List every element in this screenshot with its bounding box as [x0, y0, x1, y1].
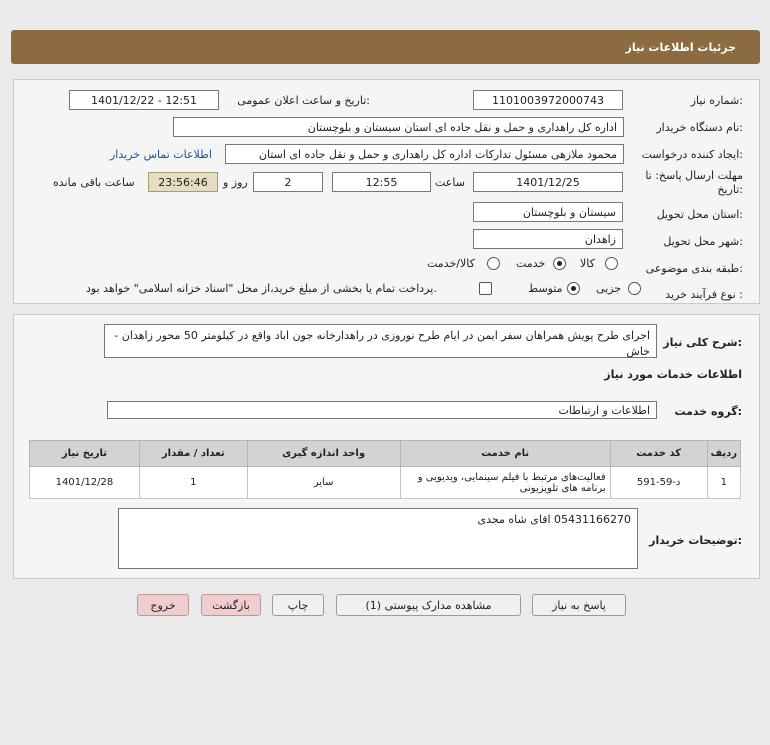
deadline-date-field: 1401/12/25 [473, 172, 623, 192]
days-field: 2 [253, 172, 323, 192]
print-button[interactable]: چاپ [272, 594, 324, 616]
reply-button[interactable]: پاسخ به نیاز [532, 594, 626, 616]
deadline-label-2: تاریخ: [717, 183, 743, 196]
col-date-header: تاریخ نیاز [30, 441, 140, 467]
col-code-header: کد خدمت [610, 441, 707, 467]
treasury-note: پرداخت تمام یا بخشی از مبلغ خرید،از محل "اسناد خزانه اسلامی" خواهد بود. [86, 282, 437, 295]
description-field: اجرای طرح پویش همراهان سفر ایمن در ایام طرح نوروزی در راهدارخانه جون اباد واقع در کیلومتر 50 محور زاهدان - خاش [104, 324, 657, 358]
delivery-province-label: استان محل تحویل: [656, 208, 743, 221]
days-label: روز و [223, 176, 248, 189]
cell-name: فعالیت‌های مرتبط با فیلم سینمایی، ویدیویی و برنامه های تلویزیونی [400, 467, 610, 499]
deadline-label-1: مهلت ارسال پاسخ: تا [645, 169, 743, 182]
requester-label: ایجاد کننده درخواست: [641, 148, 743, 161]
col-name-header: نام خدمت [400, 441, 610, 467]
buyer-notes-label: توضیحات خریدار: [649, 534, 742, 547]
category-label: طبقه بندی موضوعی: [645, 262, 743, 275]
service-group-label: گروه خدمت: [674, 405, 742, 418]
col-unit-header: واحد اندازه گیری [247, 441, 400, 467]
deadline-time-label: ساعت [435, 176, 465, 189]
process-option-medium: متوسط [528, 282, 563, 295]
table-row [30, 467, 741, 499]
buyer-notes-field: 05431166270 اقای شاه مجدی [118, 508, 638, 569]
cell-code: د-59-591 [610, 467, 707, 499]
category-option-service: خدمت [516, 257, 546, 270]
services-title: اطلاعات خدمات مورد نیاز [604, 368, 742, 381]
cell-unit: سایر [247, 467, 400, 499]
treasury-checkbox[interactable] [479, 282, 492, 295]
description-label: شرح کلی نیاز: [663, 336, 742, 349]
need-number-label: شماره نیاز: [690, 94, 743, 107]
delivery-city-field: زاهدان [473, 229, 623, 249]
announce-field: 1401/12/22 - 12:51 [69, 90, 219, 110]
col-row-header: ردیف [707, 441, 740, 467]
delivery-province-field: سیستان و بلوچستان [473, 202, 623, 222]
requester-field: محمود ملازهی مسئول تدارکات اداره کل راهداری و حمل و نقل جاده ای استان [225, 144, 624, 164]
services-table [29, 440, 741, 499]
service-group-field: اطلاعات و ارتباطات [107, 401, 657, 419]
remaining-timer: 23:56:46 [148, 172, 218, 192]
buyer-contact-link[interactable]: اطلاعات تماس خریدار [110, 148, 212, 161]
delivery-city-label: شهر محل تحویل: [663, 235, 743, 248]
announce-label: تاریخ و ساعت اعلان عمومی: [237, 94, 370, 107]
cell-row: 1 [707, 467, 740, 499]
process-radio-medium[interactable] [567, 282, 580, 295]
category-radio-goods-service[interactable] [487, 257, 500, 270]
cell-qty: 1 [139, 467, 247, 499]
category-option-goods-service: کالا/خدمت [427, 257, 475, 270]
deadline-time-field: 12:55 [332, 172, 431, 192]
need-number-field: 1101003972000743 [473, 90, 623, 110]
category-radio-goods[interactable] [605, 257, 618, 270]
exit-button[interactable]: خروج [137, 594, 189, 616]
process-radio-minor[interactable] [628, 282, 641, 295]
table-header-row [30, 441, 741, 467]
cell-date: 1401/12/28 [30, 467, 140, 499]
process-label: نوع فرآیند خرید : [665, 288, 743, 301]
back-button[interactable]: بازگشت [201, 594, 261, 616]
process-option-minor: جزیی [596, 282, 622, 295]
col-qty-header: تعداد / مقدار [139, 441, 247, 467]
page-title: جزئیات اطلاعات نیاز [625, 40, 736, 54]
page-header [11, 30, 760, 64]
category-option-goods: کالا [580, 257, 595, 270]
buyer-org-label: نام دستگاه خریدار: [656, 121, 743, 134]
attachments-button[interactable]: مشاهده مدارک پیوستی (1) [336, 594, 521, 616]
buyer-org-field: اداره کل راهداری و حمل و نقل جاده ای استان سیستان و بلوچستان [173, 117, 624, 137]
remaining-label: ساعت باقی مانده [53, 176, 135, 189]
category-radio-service[interactable] [553, 257, 566, 270]
